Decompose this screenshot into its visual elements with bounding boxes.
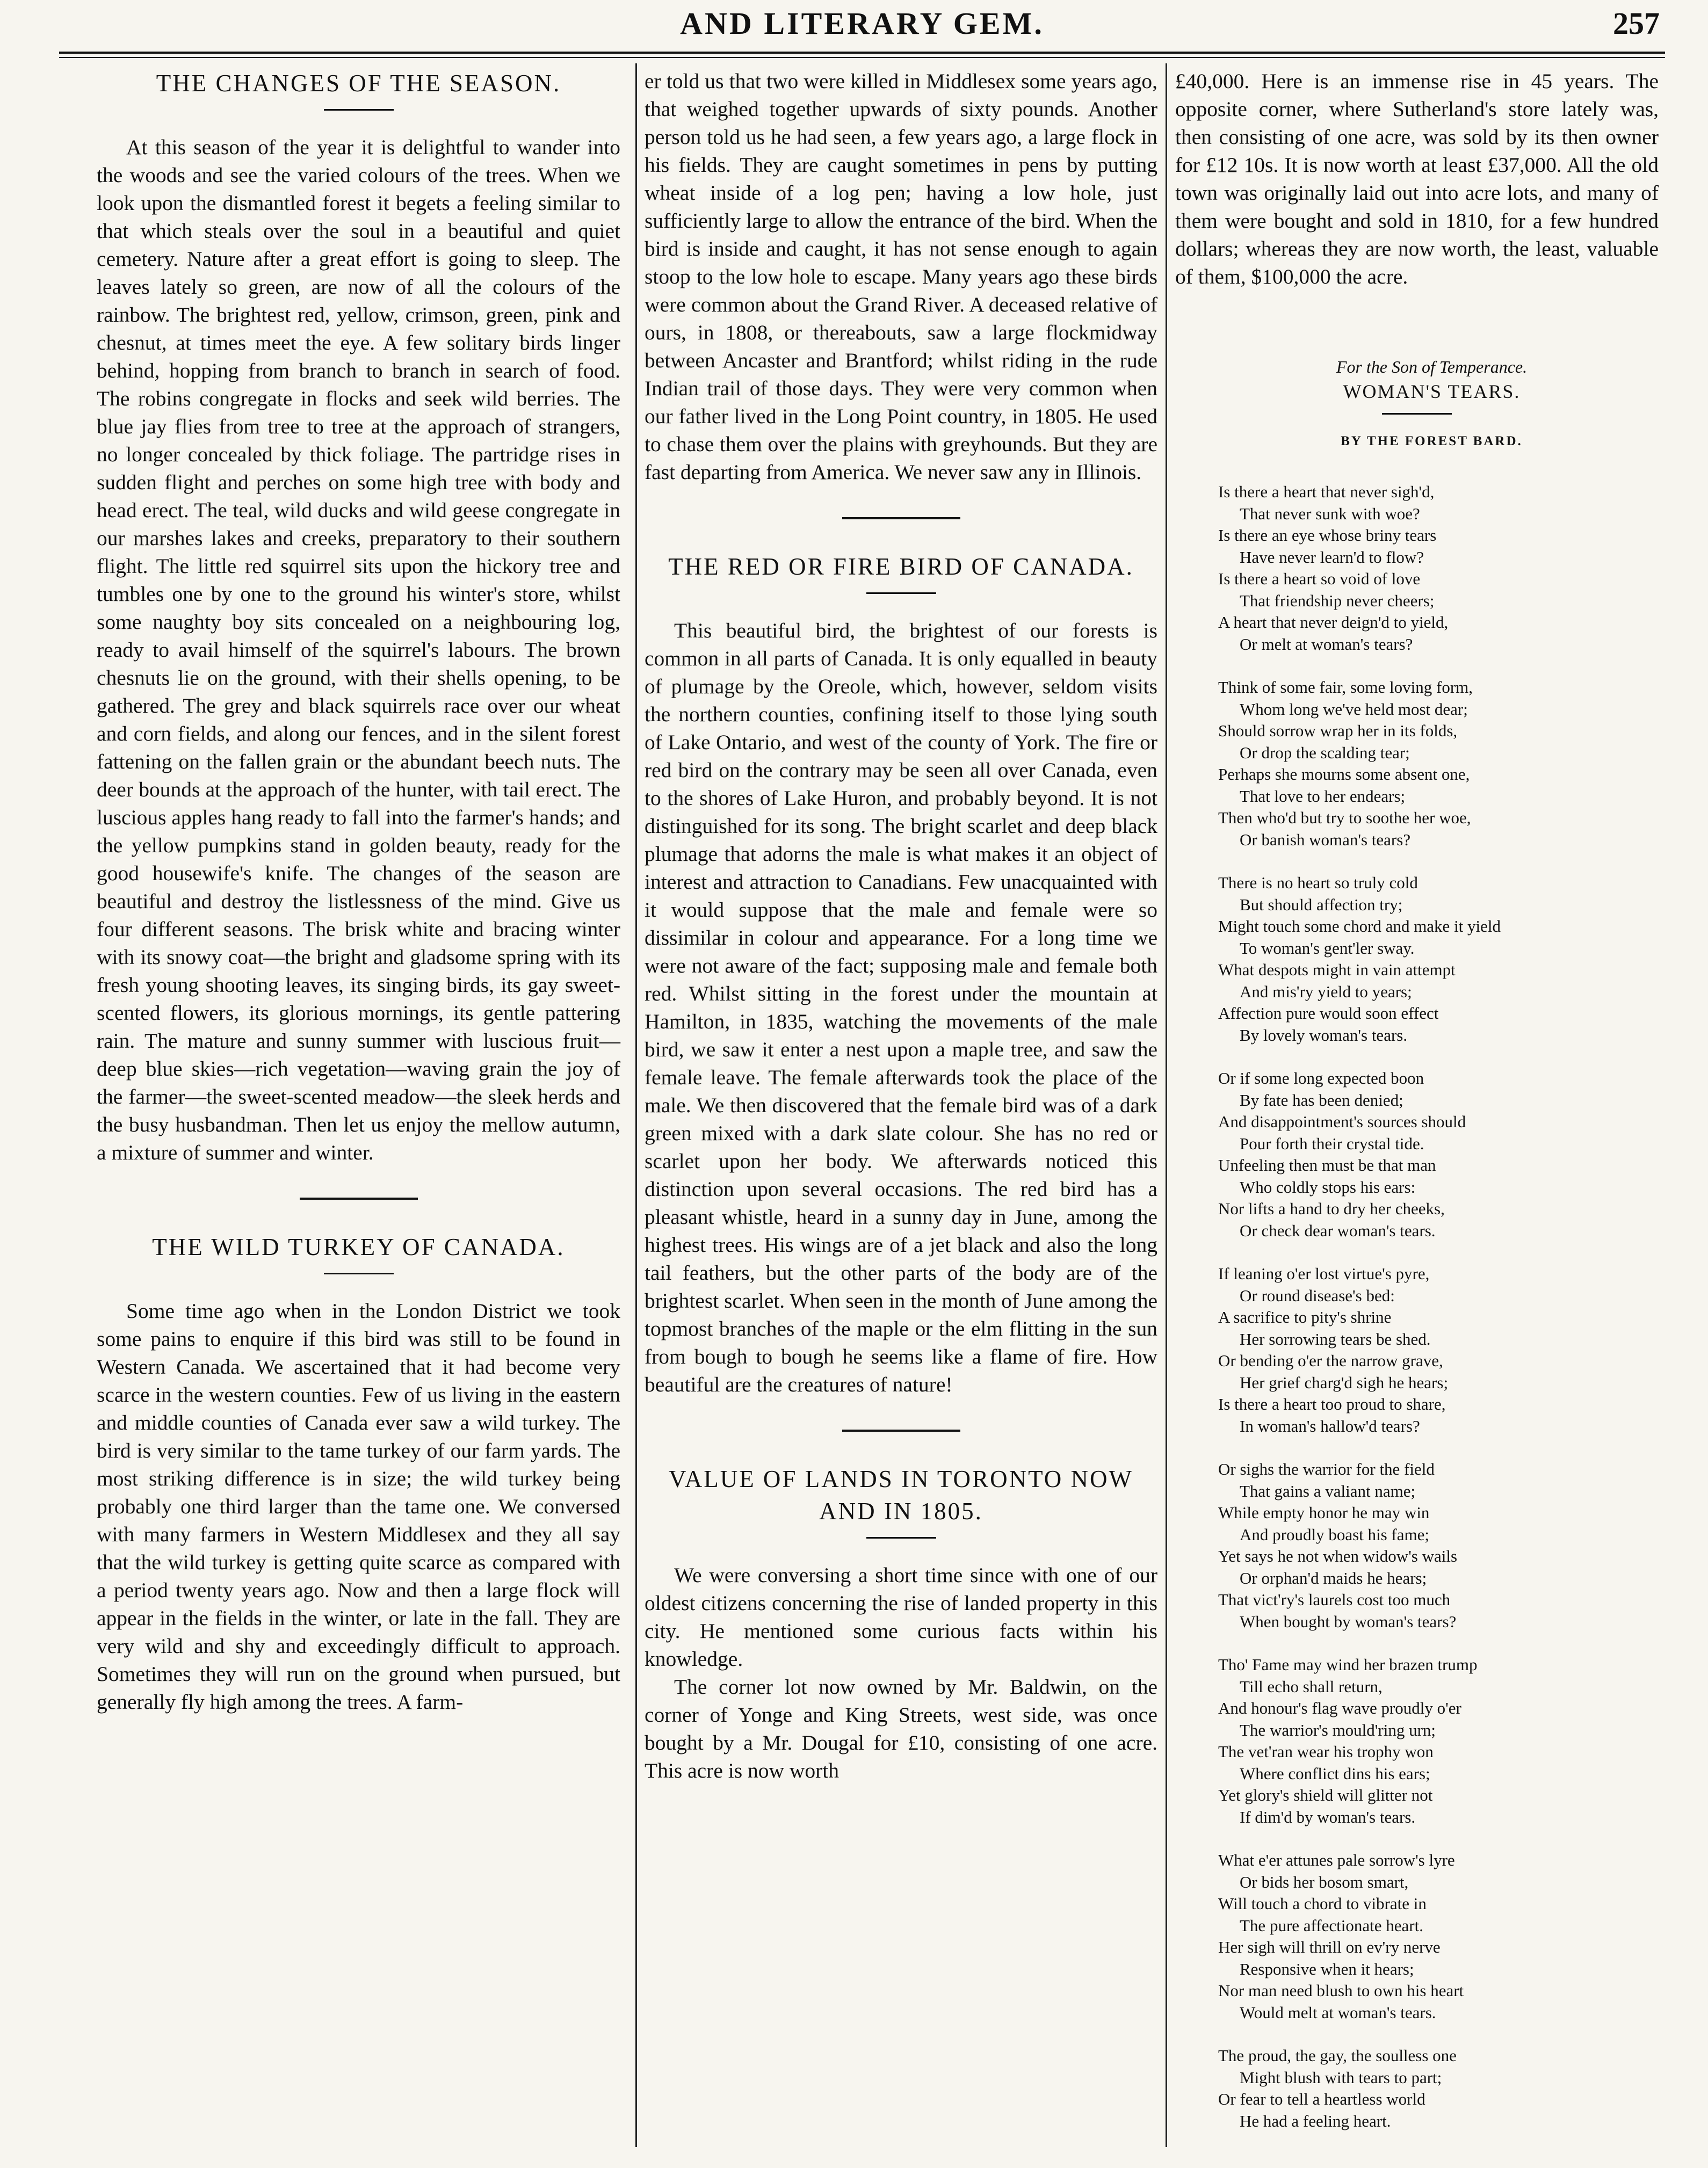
poem-line: Is there a heart too proud to share, [1218, 1395, 1446, 1413]
title-rule [324, 1273, 394, 1274]
poem-line: And mis'ry yield to years; [1240, 982, 1412, 1001]
poem-stanza [1218, 2045, 1659, 2132]
poem-byline: BY THE FOREST BARD. [1341, 434, 1523, 448]
article-paragraph: At this season of the year it is delightful to wander into the woods and see the varied colours of the trees. When we look upon the dismantled forest it begets a feeling similar to that which steals over the soul in a beautiful and quiet cemetery. Nature after a great effort is going to sleep. The leaves lately so green, are now of all the colours of the rainbow. The brightest red, yellow, crimson, green, pink and chesnut, at times meet the eye. A few solitary birds linger behind, hopping from branch to branch in search of food. The robins congregate in flocks and seek wild berries. The blue jay flies from tree to tree at the approach of strangers, no longer concealed by thick foliage. The partridge rises in sudden flight and perches on some high tree with body and head erect. The teal, wild ducks and wild geese congregate in our marshes lakes and creeks, preparatory to their southern flight. The little red squirrel sits upon the hickory tree and tumbles one by one to the ground his winter's store, whilst some naughty boy sits concealed on a neighbouring log, ready to avail himself of the squirrel's labours. The brown chesnuts lie on the ground, with their shells opening, to be gathered. The grey and black squirrels race over our wheat and corn fields, and along our fences, and in the silent forest fattening on the fallen grain or the abundant beech nuts. The deer bounds at the approach of the hunter, with tail erect. The luscious apples hang ready to fall into the farmer's hands; and the yellow pumpkins stand in golden beauty, ready for the good housewife's knife. The changes of the season are beautiful and destroy the listlessness of the mind. Give us four different seasons. The brisk white and bracing winter with its snowy coat—the bright and gladsome spring with its fresh young shooting leaves, its singing birds, its gay sweet-scented flowers, its glorious mornings, its gentle pattering rain. The mature and sunny summer with luscious fruit—deep blue skies—rich vegetation—waving grain the joy of the farmer—the sweet-scented meadow—the sleek herds and the busy husbandman. Then let us enjoy the mellow autumn, a mixture of summer and winter. [97, 135, 620, 1164]
poem-stanza [1218, 1263, 1659, 1437]
poem-line: Or orphan'd maids he hears; [1240, 1568, 1427, 1587]
poem-line: Who coldly stops his ears: [1240, 1177, 1416, 1197]
poem-line: To woman's gent'ler sway. [1240, 938, 1415, 958]
title-rule [866, 1537, 936, 1539]
poem-line: Or banish woman's tears? [1240, 830, 1411, 849]
poem-line: That vict'ry's laurels cost too much [1218, 1590, 1451, 1609]
title-rule [866, 592, 936, 594]
poem-stanza [1218, 1850, 1659, 2024]
poem-line: Will touch a chord to vibrate in [1218, 1894, 1427, 1913]
poem-line: And proudly boast his fame; [1240, 1525, 1430, 1544]
title-rule [324, 109, 394, 111]
poem-credit: For the Son of Temperance. [1336, 357, 1528, 376]
poem-line: Yet glory's shield will glitter not [1218, 1786, 1433, 1804]
poem-line: Whom long we've held most dear; [1240, 699, 1468, 719]
poem-line: Her sigh will thrill on ev'ry nerve [1218, 1938, 1441, 1956]
article-title: VALUE OF LANDS IN TORONTO NOW AND IN 1805. [669, 1466, 1133, 1525]
poem-line: Till echo shall return, [1240, 1677, 1383, 1696]
article-title: THE RED OR FIRE BIRD OF CANADA. [668, 553, 1134, 580]
poem-line: The vet'ran wear his trophy won [1218, 1742, 1434, 1761]
article-paragraph: We were conversing a short time since with one of our oldest citizens concerning the rise of landed property in this city. He mentioned some curious facts within his knowledge. [645, 1563, 1157, 1671]
poem-line: The pure affectionate heart. [1240, 1916, 1423, 1935]
poem-line: He had a feeling heart. [1240, 2111, 1391, 2130]
poem-line: That gains a valiant name; [1240, 1481, 1416, 1500]
section-separator [300, 1198, 418, 1200]
poem-line: Should sorrow wrap her in its folds, [1218, 721, 1458, 740]
poem-line: Tho' Fame may wind her brazen trump [1218, 1655, 1478, 1674]
poem-line: Or if some long expected boon [1218, 1069, 1424, 1087]
poem-line: What despots might in vain attempt [1218, 960, 1456, 979]
poem-line: In woman's hallow'd tears? [1240, 1416, 1420, 1435]
poem-line: Unfeeling then must be that man [1218, 1156, 1436, 1174]
poem-line: Or bids her bosom smart, [1240, 1872, 1409, 1891]
poem-line: A heart that never deign'd to yield, [1218, 613, 1449, 632]
poem-line: That never sunk with woe? [1240, 504, 1420, 523]
poem-line: Yet says he not when widow's wails [1218, 1547, 1458, 1565]
poem-body [1175, 481, 1659, 2132]
poem-line: And disappointment's sources should [1218, 1112, 1466, 1131]
column-divider-1 [635, 63, 637, 2147]
poem-line: Might touch some chord and make it yield [1218, 917, 1501, 936]
poem-stanza [1218, 1068, 1659, 1242]
column-2 [645, 67, 1157, 1785]
poem-stanza [1218, 1459, 1659, 1633]
poem-line: That friendship never cheers; [1240, 591, 1435, 610]
running-head [59, 5, 1665, 56]
poem-line: Pour forth their crystal tide. [1240, 1134, 1424, 1153]
poem-line: Or sighs the warrior for the field [1218, 1460, 1435, 1478]
poem-line: Her sorrowing tears be shed. [1240, 1329, 1431, 1348]
column-1 [97, 67, 620, 1716]
article-paragraph: This beautiful bird, the brightest of our forests is common in all parts of Canada. It is only equalled in beauty of plumage by the Oreole, which, however, seldom visits the northern counties, confining itself to those lying south of Lake Ontario, and west of the county of York. The fire or red bird on the contrary may be seen all over Canada, even to the shores of Lake Huron, and probably beyond. It is not distinguished for its song. The bright scarlet and deep black plumage that adorns the male is what makes it an object of interest and attraction to Canadians. Few unacquainted with it would suppose that the male and female were so dissimilar in colour and appearance. For a long time we were not aware of the fact; supposing male and female both red. Whilst sitting in the forest under the mountain at Hamilton, in 1835, watching the movements of the male bird, we saw it enter a nest upon a maple tree, and saw the female leave. The female afterwards took the place of the male. We then discovered that the female bird was of a dark green mixed with a dark slate colour. She has no red or scarlet upon her body. We afterwards noticed this distinction upon several occasions. The red bird has a pleasant whistle, heard in a sunny day in June, among the highest trees. His wings are of a jet black and also the long tail feathers, but the other parts of the body are of the brightest scarlet. When seen in the month of June among the topmost branches of the maple or the elm flitting in the sun from bough to bough he seems like a flame of fire. How beautiful are the creatures of nature! [645, 619, 1157, 1396]
running-title: AND LITERARY GEM. [680, 6, 1044, 41]
poem-line: Might blush with tears to part; [1240, 2068, 1442, 2087]
poem-line: The warrior's mould'ring urn; [1240, 1720, 1436, 1739]
poem-line: By lovely woman's tears. [1240, 1025, 1408, 1045]
poem-line: Where conflict dins his ears; [1240, 1764, 1430, 1783]
poem-line: But should affection try; [1240, 895, 1403, 914]
poem-line: Or check dear woman's tears. [1240, 1221, 1436, 1240]
poem-line: And honour's flag wave proudly o'er [1218, 1699, 1461, 1717]
poem-line: If dim'd by woman's tears. [1240, 1807, 1416, 1826]
article-title: THE CHANGES OF THE SEASON. [156, 70, 561, 97]
poem-line: Think of some fair, some loving form, [1218, 678, 1473, 697]
poem-line: Is there a heart that never sigh'd, [1218, 482, 1435, 501]
poem-line: What e'er attunes pale sorrow's lyre [1218, 1851, 1455, 1869]
poem-line: Her grief charg'd sigh he hears; [1240, 1373, 1449, 1392]
poem-line: Nor lifts a hand to dry her cheeks, [1218, 1199, 1445, 1218]
poem-line: That love to her endears; [1240, 786, 1406, 806]
poem-line: If leaning o'er lost virtue's pyre, [1218, 1264, 1430, 1283]
poem-title: WOMAN'S TEARS. [1343, 381, 1521, 402]
poem-line: Or drop the scalding tear; [1240, 743, 1410, 762]
article-title: THE WILD TURKEY OF CANADA. [152, 1234, 565, 1260]
poem-line: By fate has been denied; [1240, 1090, 1403, 1110]
poem-line: Responsive when it hears; [1240, 1959, 1414, 1978]
poem-line: There is no heart so truly cold [1218, 873, 1418, 892]
poem-line: Or fear to tell a heartless world [1218, 2090, 1425, 2108]
continued-text: er told us that two were killed in Middlesex some years ago, that weighed together upwards of sixty pounds. Another person told us he had seen, a few years ago, a large flock in his fields. They are caught sometimes in pens by putting wheat inside of a log pen; having a low hole, just sufficiently large to allow the entrance of the bird. When the bird is inside and caught, it has not sense enough to again stoop to the low hole to escape. Many years ago these birds were common about the Grand River. A deceased relative of ours, in 1808, or thereabouts, saw a large flockmidway between Ancaster and Brantford; whilst riding in the rude Indian trail of those days. They were very common when our father lived in the Long Point country, in 1805. He used to chase them over the plains with greyhounds. But they are fast departing from America. We never saw any in Illinois. [645, 69, 1157, 484]
poem-stanza [1218, 677, 1659, 851]
continued-text: £40,000. Here is an immense rise in 45 years. The opposite corner, where Sutherland's store lately was, then consisting of one acre, was sold by its then owner for £12 10s. It is now worth at least £37,000. All the old town was originally laid out into acre lots, and many of them were bought and sold in 1810, for a few hundred dollars; whereas they are now worth, the least, valuable of them, $100,000 the acre. [1175, 69, 1659, 288]
poem-line: Perhaps she mourns some absent one, [1218, 765, 1470, 784]
poem-line: Nor man need blush to own his heart [1218, 1981, 1464, 2000]
page-number: 257 [1613, 6, 1660, 41]
poem-line: Or melt at woman's tears? [1240, 634, 1413, 654]
poem-line: Is there an eye whose briny tears [1218, 526, 1437, 545]
section-separator [842, 1430, 960, 1432]
article-paragraph: Some time ago when in the London District we took some pains to enquire if this bird was still to be found in Western Canada. We ascertained that it had become very scarce in the western counties. Few of us living in the eastern and middle counties of Canada ever saw a wild turkey. The bird is very similar to the tame turkey of our farm yards. The most striking difference is in size; the wild turkey being probably one third larger than the tame one. We conversed with many farmers in Western Middlesex and they all say that the wild turkey is getting quite scarce as compared with a period twenty years ago. Now and then a large flock will appear in the fields in the winter, or late in the fall. They are very wild and shy and exceedingly difficult to approach. Sometimes they will run on the ground when pursued, but generally fly high among the trees. A farm- [97, 1299, 620, 1714]
poem-line: Then who'd but try to soothe her woe, [1218, 808, 1471, 827]
title-rule [1382, 413, 1452, 415]
poem-line: Is there a heart so void of love [1218, 569, 1421, 588]
article-paragraph: The corner lot now owned by Mr. Baldwin, on the corner of Yonge and King Streets, west side, was once bought by a Mr. Dougal for £10, consisting of one acre. This acre is now worth [645, 1675, 1157, 1782]
column-3 [1175, 67, 1659, 2154]
section-separator [842, 517, 960, 519]
poem-line: When bought by woman's tears? [1240, 1612, 1457, 1631]
poem-line: A sacrifice to pity's shrine [1218, 1308, 1392, 1326]
poem-line: While empty honor he may win [1218, 1503, 1430, 1522]
poem-line: Have never learn'd to flow? [1240, 547, 1424, 567]
poem-line: Would melt at woman's tears. [1240, 2003, 1436, 2022]
poem-stanza [1218, 872, 1659, 1046]
poem-line: Or bending o'er the narrow grave, [1218, 1351, 1443, 1370]
poem-stanza [1218, 481, 1659, 655]
header-rule-thick [59, 52, 1665, 54]
header-rule-thin [59, 57, 1665, 58]
poem-stanza [1218, 1654, 1659, 1828]
poem-line: Affection pure would soon effect [1218, 1004, 1439, 1023]
poem-line: Or round disease's bed: [1240, 1286, 1395, 1305]
poem-line: The proud, the gay, the soulless one [1218, 2046, 1457, 2065]
column-divider-2 [1166, 63, 1167, 2147]
